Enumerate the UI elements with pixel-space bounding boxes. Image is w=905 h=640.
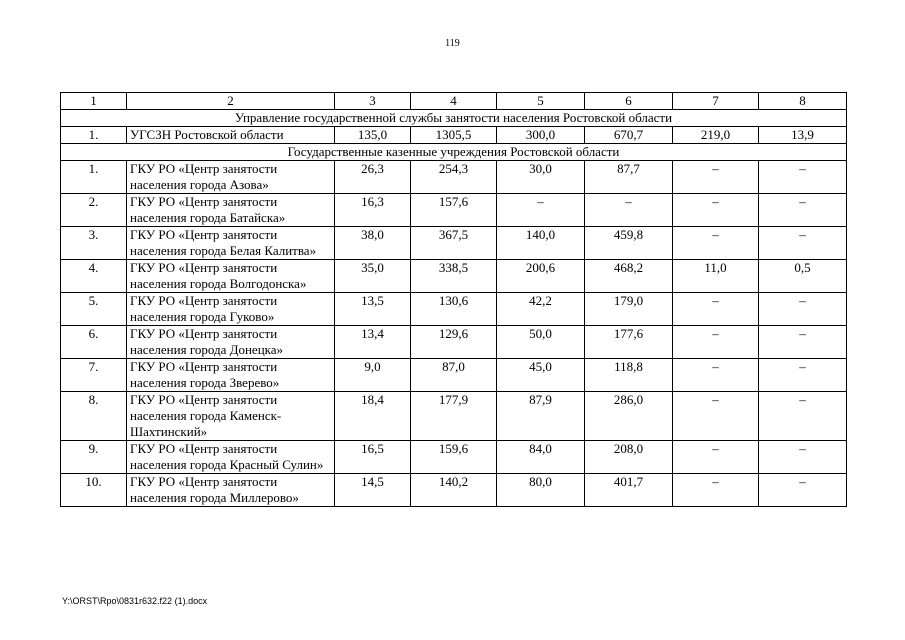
- value-cell: 87,7: [585, 161, 673, 194]
- value-cell: 1305,5: [411, 127, 497, 144]
- institution-name-cell: ГКУ РО «Центр занятости населения города Зверево»: [127, 359, 335, 392]
- row-number-cell: 1.: [61, 127, 127, 144]
- value-cell: 13,9: [759, 127, 847, 144]
- value-cell: 208,0: [585, 441, 673, 474]
- value-cell: 177,9: [411, 392, 497, 441]
- value-cell: 670,7: [585, 127, 673, 144]
- row-number-cell: 5.: [61, 293, 127, 326]
- value-cell: 468,2: [585, 260, 673, 293]
- section-title-row: [61, 144, 847, 161]
- value-cell: –: [673, 474, 759, 507]
- row-number-cell: 10.: [61, 474, 127, 507]
- institution-name-cell: ГКУ РО «Центр занятости населения города Миллерово»: [127, 474, 335, 507]
- value-cell: 42,2: [497, 293, 585, 326]
- value-cell: –: [497, 194, 585, 227]
- value-cell: –: [673, 194, 759, 227]
- value-cell: 129,6: [411, 326, 497, 359]
- row-number-cell: 4.: [61, 260, 127, 293]
- row-number-cell: 8.: [61, 392, 127, 441]
- institution-name-cell: ГКУ РО «Центр занятости населения города Каменск-Шахтинский»: [127, 392, 335, 441]
- value-cell: 459,8: [585, 227, 673, 260]
- institution-name-cell: ГКУ РО «Центр занятости населения города Донецка»: [127, 326, 335, 359]
- value-cell: 14,5: [335, 474, 411, 507]
- value-cell: 26,3: [335, 161, 411, 194]
- header-cell: 6: [585, 93, 673, 110]
- value-cell: 11,0: [673, 260, 759, 293]
- section-title: Управление государственной службы занятости населения Ростовской области: [61, 110, 847, 127]
- value-cell: –: [673, 359, 759, 392]
- value-cell: 87,9: [497, 392, 585, 441]
- value-cell: 18,4: [335, 392, 411, 441]
- value-cell: –: [759, 359, 847, 392]
- value-cell: –: [673, 227, 759, 260]
- value-cell: 300,0: [497, 127, 585, 144]
- header-cell: 7: [673, 93, 759, 110]
- value-cell: 30,0: [497, 161, 585, 194]
- row-number-cell: 2.: [61, 194, 127, 227]
- institution-name-cell: ГКУ РО «Центр занятости населения города Батайска»: [127, 194, 335, 227]
- value-cell: –: [759, 227, 847, 260]
- value-cell: 367,5: [411, 227, 497, 260]
- row-number-cell: 3.: [61, 227, 127, 260]
- value-cell: 140,0: [497, 227, 585, 260]
- table-row: [61, 441, 847, 474]
- table-row: [61, 474, 847, 507]
- value-cell: 80,0: [497, 474, 585, 507]
- row-number-cell: 1.: [61, 161, 127, 194]
- value-cell: 179,0: [585, 293, 673, 326]
- institution-name-cell: ГКУ РО «Центр занятости населения города Волгодонска»: [127, 260, 335, 293]
- table-body: [61, 93, 847, 507]
- value-cell: 401,7: [585, 474, 673, 507]
- value-cell: 35,0: [335, 260, 411, 293]
- institution-name-cell: УГСЗН Ростовской области: [127, 127, 335, 144]
- value-cell: 38,0: [335, 227, 411, 260]
- value-cell: 50,0: [497, 326, 585, 359]
- value-cell: –: [673, 441, 759, 474]
- value-cell: 13,4: [335, 326, 411, 359]
- value-cell: –: [585, 194, 673, 227]
- row-number-cell: 6.: [61, 326, 127, 359]
- value-cell: 157,6: [411, 194, 497, 227]
- value-cell: 130,6: [411, 293, 497, 326]
- value-cell: –: [759, 194, 847, 227]
- value-cell: –: [759, 326, 847, 359]
- value-cell: –: [673, 161, 759, 194]
- value-cell: –: [759, 392, 847, 441]
- value-cell: 45,0: [497, 359, 585, 392]
- institution-name-cell: ГКУ РО «Центр занятости населения города Белая Калитва»: [127, 227, 335, 260]
- value-cell: 177,6: [585, 326, 673, 359]
- value-cell: 16,5: [335, 441, 411, 474]
- header-row: [61, 93, 847, 110]
- value-cell: –: [759, 293, 847, 326]
- value-cell: –: [673, 326, 759, 359]
- value-cell: 338,5: [411, 260, 497, 293]
- table-row: [61, 227, 847, 260]
- section-title: Государственные казенные учреждения Ростовской области: [61, 144, 847, 161]
- header-cell: 3: [335, 93, 411, 110]
- value-cell: 159,6: [411, 441, 497, 474]
- row-number-cell: 9.: [61, 441, 127, 474]
- value-cell: 16,3: [335, 194, 411, 227]
- data-table: [60, 92, 847, 507]
- table-row: [61, 326, 847, 359]
- table-row: [61, 392, 847, 441]
- table-row: [61, 161, 847, 194]
- value-cell: –: [673, 392, 759, 441]
- value-cell: –: [759, 161, 847, 194]
- institution-name-cell: ГКУ РО «Центр занятости населения города Красный Сулин»: [127, 441, 335, 474]
- value-cell: 219,0: [673, 127, 759, 144]
- value-cell: 286,0: [585, 392, 673, 441]
- page-number: 119: [445, 38, 460, 49]
- value-cell: 254,3: [411, 161, 497, 194]
- header-cell: 2: [127, 93, 335, 110]
- table-row: [61, 260, 847, 293]
- table-row: [61, 194, 847, 227]
- value-cell: 9,0: [335, 359, 411, 392]
- value-cell: –: [759, 441, 847, 474]
- value-cell: 0,5: [759, 260, 847, 293]
- value-cell: 200,6: [497, 260, 585, 293]
- value-cell: –: [673, 293, 759, 326]
- value-cell: 140,2: [411, 474, 497, 507]
- table-row: [61, 127, 847, 144]
- value-cell: 13,5: [335, 293, 411, 326]
- header-cell: 8: [759, 93, 847, 110]
- value-cell: –: [759, 474, 847, 507]
- institution-name-cell: ГКУ РО «Центр занятости населения города Азова»: [127, 161, 335, 194]
- institution-name-cell: ГКУ РО «Центр занятости населения города Гуково»: [127, 293, 335, 326]
- row-number-cell: 7.: [61, 359, 127, 392]
- value-cell: 84,0: [497, 441, 585, 474]
- value-cell: 118,8: [585, 359, 673, 392]
- value-cell: 87,0: [411, 359, 497, 392]
- header-cell: 1: [61, 93, 127, 110]
- section-title-row: [61, 110, 847, 127]
- table-row: [61, 359, 847, 392]
- value-cell: 135,0: [335, 127, 411, 144]
- footer-file-path: Y:\ORST\Rpo\0831r632.f22 (1).docx: [62, 596, 208, 606]
- header-cell: 4: [411, 93, 497, 110]
- header-cell: 5: [497, 93, 585, 110]
- table-row: [61, 293, 847, 326]
